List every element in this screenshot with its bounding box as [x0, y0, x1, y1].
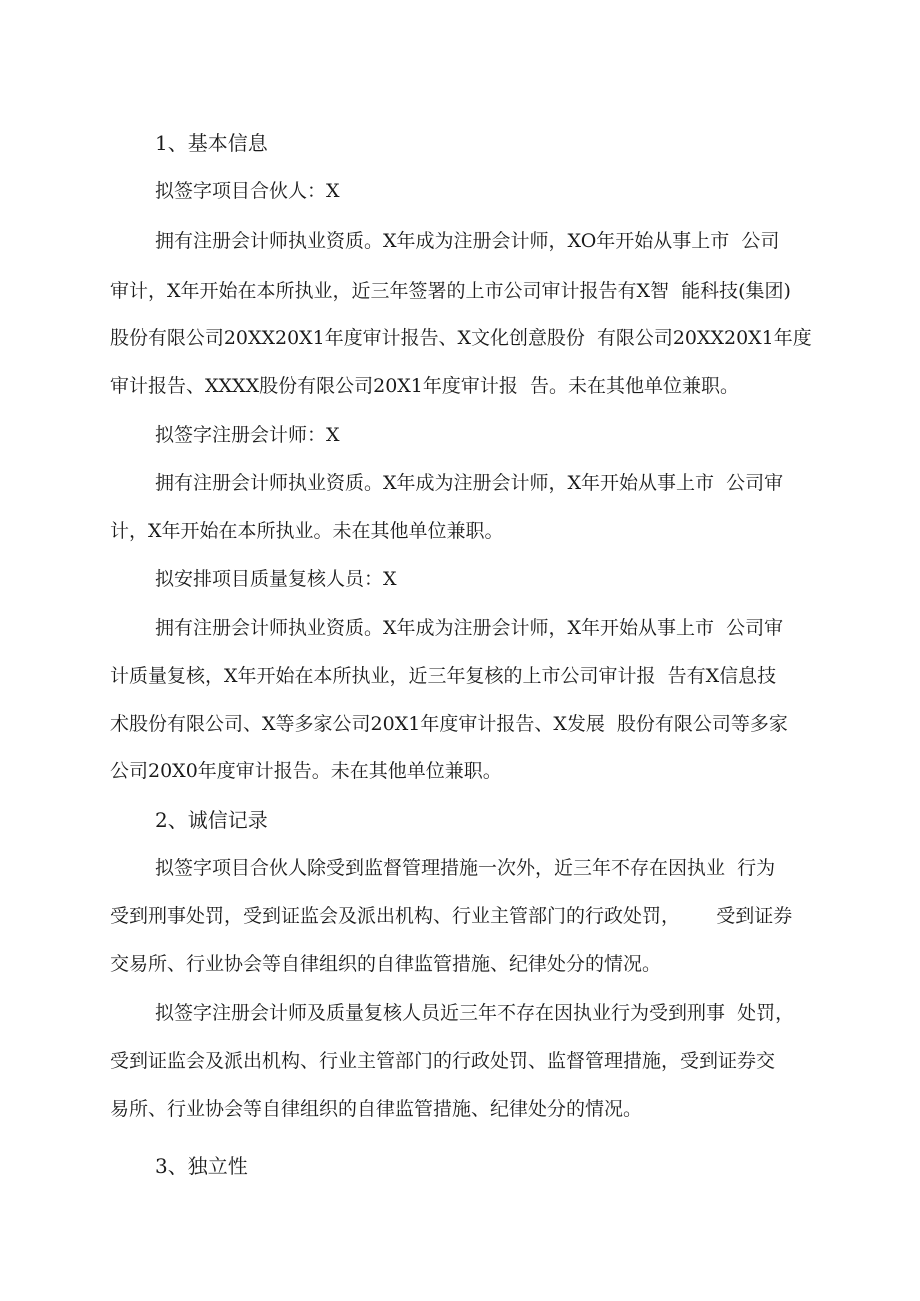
paragraph-line: 拥有注册会计师执业资质。X年成为注册会计师，X年开始从事上市 公司审	[155, 617, 784, 639]
quality-reviewer-label: 拟安排项目质量复核人员：X	[155, 568, 397, 590]
paragraph-line: 公司20X0年度审计报告。未在其他单位兼职。	[110, 760, 502, 782]
section-heading-independence: 3、独立性	[155, 1154, 248, 1178]
paragraph-line: 计，X年开始在本所执业。未在其他单位兼职。	[110, 520, 504, 542]
paragraph-line: 股份有限公司20XX20X1年度审计报告、X文化创意股份 有限公司20XX20X1年度	[110, 327, 812, 349]
paragraph-line: 交易所、行业协会等自律组织的自律监管措施、纪律处分的情况。	[110, 953, 662, 975]
paragraph-line: 术股份有限公司、X等多家公司20X1年度审计报告、X发展 股份有限公司等多家	[110, 713, 788, 735]
paragraph-line: 计质量复核，X年开始在本所执业，近三年复核的上市公司审计报 告有X信息技	[110, 665, 777, 687]
paragraph-line: 受到证监会及派出机构、行业主管部门的行政处罚、监督管理措施，受到证券交	[110, 1050, 776, 1072]
paragraph-line: 拥有注册会计师执业资质。X年成为注册会计师，XO年开始从事上市 公司	[155, 230, 780, 252]
paragraph-line: 审计报告、XXXX股份有限公司20X1年度审计报 告。未在其他单位兼职。	[110, 375, 739, 397]
paragraph-line: 拟签字注册会计师及质量复核人员近三年不存在因执业行为受到刑事 处罚，	[155, 1002, 795, 1024]
paragraph-line: 拥有注册会计师执业资质。X年成为注册会计师，X年开始从事上市 公司审	[155, 472, 784, 494]
partner-label: 拟签字项目合伙人：X	[155, 180, 340, 202]
paragraph-line: 易所、行业协会等自律组织的自律监管措施、纪律处分的情况。	[110, 1098, 643, 1120]
section-heading-integrity: 2、诚信记录	[155, 808, 268, 832]
signing-accountant-label: 拟签字注册会计师：X	[155, 424, 340, 446]
section-heading-basic-info: 1、基本信息	[155, 131, 268, 155]
paragraph-line: 审计，X年开始在本所执业，近三年签署的上市公司审计报告有X智 能科技(集团)	[110, 280, 791, 302]
paragraph-line: 受到刑事处罚，受到证监会及派出机构、行业主管部门的行政处罚， 受到证券	[110, 905, 793, 927]
paragraph-line: 拟签字项目合伙人除受到监督管理措施一次外，近三年不存在因执业 行为	[155, 857, 776, 879]
